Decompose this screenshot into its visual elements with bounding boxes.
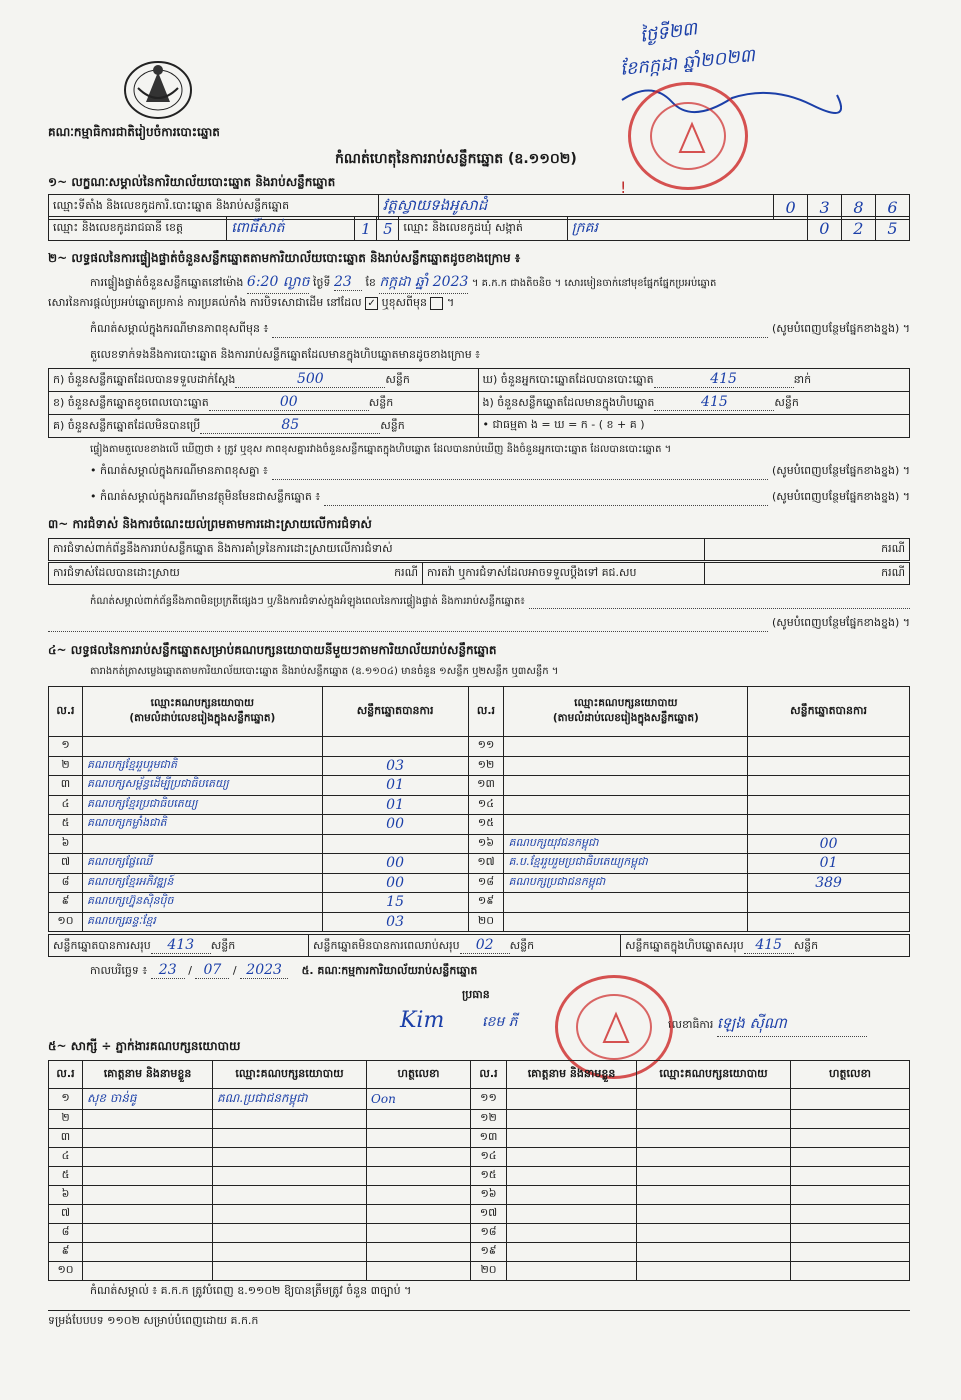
col-sign: ហត្ថលេខា (367, 1061, 471, 1089)
witness-signature (791, 1205, 910, 1224)
s2-para2-tail: ឬខុសពីមុន (381, 296, 427, 309)
table-row (49, 756, 910, 776)
table-row (49, 392, 910, 415)
s4-total-valid: សន្លឹកឆ្នោតបានការសរុប 413 សន្លឹក (49, 935, 309, 957)
row-no: ១៤ (468, 795, 504, 815)
row-no: ៩ (49, 893, 83, 913)
witness-signature (367, 1167, 471, 1186)
s2-cell: ក) ចំនួនសន្លឹកឆ្នោតដែលបានទទួលដាក់ស្តែង 500 សន្លឹក (49, 369, 479, 392)
witness-party (637, 1262, 791, 1281)
form-title: កំណត់ហេតុនៃការរាប់សន្លឹកឆ្នោត (ឧ.១១០២) (335, 151, 577, 167)
s2-cell: • ជាធម្មតា ង = ឃ = ក - ( ខ + គ ) (478, 415, 909, 438)
s1-commune-value: ក្រគរ (567, 217, 807, 241)
row-no: ២ (49, 1110, 83, 1129)
witness-party (637, 1186, 791, 1205)
s2-bullet2-line (90, 490, 910, 506)
table-row (49, 873, 910, 893)
s1-code-digit: 6 (876, 195, 910, 220)
table-row (49, 1089, 910, 1110)
s4-results-table (48, 686, 910, 932)
witness-name: សុខ ចាន់ធូ (83, 1089, 213, 1110)
witness-signature (791, 1243, 910, 1262)
s2-cell: ង) ចំនួនសន្លឹកឆ្នោតដែលមានក្នុងហិបឆ្នោត 415 សន្លឹក (478, 392, 909, 415)
witness-signature (791, 1186, 910, 1205)
s4-date-day: 23 (151, 962, 185, 979)
witness-signature (367, 1110, 471, 1129)
s2-different-checkbox[interactable] (430, 297, 443, 310)
table-row (49, 834, 910, 854)
s2-bullet1-field[interactable] (272, 464, 768, 480)
row-no: ២ (49, 756, 83, 776)
witness-name (83, 1129, 213, 1148)
s2-day-value: 23 (334, 274, 362, 291)
table-row (49, 893, 910, 913)
table-row (49, 737, 910, 757)
vote-count: 01 (748, 854, 910, 874)
section4-title: ៤~ លទ្ធផលនៃការរាប់សន្លឹកឆ្នោតសម្រាប់គណបក្សនយោបាយនីមួយៗតាមការិយាល័យរាប់សន្លឹកឆ្នោត (48, 643, 497, 657)
row-no: ១០ (49, 912, 83, 932)
s2-para1 (90, 272, 716, 294)
witness-party (637, 1167, 791, 1186)
party-name (504, 756, 748, 776)
s2-bullet2-hint: (សូមបំពេញបន្ថែមផ្នែកខាងខ្នង) ។ (771, 490, 910, 503)
party-name: គណបក្សខ្មែររួបរួមជាតិ (82, 756, 322, 776)
witness-name (507, 1089, 637, 1110)
witness-signature (367, 1262, 471, 1281)
witness-signature (367, 1129, 471, 1148)
s2-bullet1-line (90, 464, 910, 480)
vote-count: 01 (322, 776, 468, 796)
s3-row1-unit: ករណី (705, 539, 910, 561)
witness-name (83, 1186, 213, 1205)
table-row (49, 563, 910, 585)
witness-party (213, 1148, 367, 1167)
party-name (82, 737, 322, 757)
party-name (504, 776, 748, 796)
witness-party (637, 1129, 791, 1148)
row-no: ៥ (49, 815, 83, 835)
s2-note-label: កំណត់សម្គាល់ក្នុងករណីមានភាពខុសពីមុន ៖ (90, 322, 269, 335)
col-name: គោត្តនាម និងនាមខ្លួន (83, 1061, 213, 1089)
witness-party (213, 1243, 367, 1262)
witness-signature (367, 1243, 471, 1262)
vote-count: 15 (322, 893, 468, 913)
row-no: ៤ (49, 1148, 83, 1167)
vote-count (322, 737, 468, 757)
row-no: ៨ (49, 873, 83, 893)
s4-date-year: 2023 (240, 962, 288, 979)
party-name (504, 893, 748, 913)
party-name (504, 737, 748, 757)
vote-count: 389 (748, 873, 910, 893)
col-sign: ហត្ថលេខា (791, 1061, 910, 1089)
witness-name (83, 1167, 213, 1186)
witness-party (637, 1205, 791, 1224)
s3-row2b-label: ការតវ៉ា ឬការជំទាស់ដែលអាចទទួលប្តឹងទៅ គជ.សប (423, 563, 705, 585)
org-name: គណៈកម្មាធិការជាតិរៀបចំការបោះឆ្នោត (48, 125, 220, 139)
s3-note-line (90, 594, 910, 609)
row-no: ១ (49, 737, 83, 757)
s2-month-label: ខែ (365, 276, 376, 289)
s2-same-checkbox[interactable]: ✓ (365, 297, 378, 310)
vote-count (748, 795, 910, 815)
row-no: ៩ (49, 1243, 83, 1262)
row-no: ៤ (49, 795, 83, 815)
footer-divider (48, 1310, 910, 1311)
col-name: គោត្តនាម និងនាមខ្លួន (507, 1061, 637, 1089)
s3-row2a-label: ការជំទាស់ដែលបានដោះស្រាយ ករណី (49, 563, 423, 585)
vote-count: 00 (322, 815, 468, 835)
s2-bullet2: • កំណត់សម្គាល់ក្នុងករណីមានវត្ថុមិនមែនជាសន្លឹកឆ្នោត ៖ (90, 490, 321, 503)
witness-signature (367, 1186, 471, 1205)
party-name (504, 912, 748, 932)
witness-party (213, 1262, 367, 1281)
table-header-row (49, 687, 910, 737)
witness-name (507, 1186, 637, 1205)
witness-party (213, 1110, 367, 1129)
witness-signature (791, 1262, 910, 1281)
s4-committee: ៥. គណៈកម្មការការិយាល័យរាប់សន្លឹកឆ្នោត (301, 964, 478, 977)
row-no: ៧ (49, 854, 83, 874)
witness-signature (791, 1089, 910, 1110)
party-name: គណបក្សយុវជនកម្ពុជា (504, 834, 748, 854)
s2-note-field[interactable] (272, 322, 768, 338)
s1-code-digit: 8 (842, 195, 876, 220)
s1-province-value: ពោធិ៍សាត់ (227, 217, 355, 241)
col-no: ល.រ (468, 687, 504, 737)
s2-check-line: ផ្ទៀងតាមតួលេខខាងលើ ឃើញថា ៖ ត្រូវ ឬខុស ភាពខុសគ្នារវាងចំនួនសន្លឹកឆ្នោតក្នុងហិបឆ្នោត ដែលបានរាប់ឃើញ និងចំនួនអ្នកបោះឆ្នោត ដែលបានបោះឆ្នោត ។ (90, 444, 672, 455)
witness-party (213, 1224, 367, 1243)
table-header-row (49, 1061, 910, 1089)
s4-secretary-line (668, 1014, 867, 1037)
witness-signature (367, 1224, 471, 1243)
s4-date-month: 07 (195, 962, 229, 979)
row-no: ១៨ (468, 873, 504, 893)
witness-party (213, 1167, 367, 1186)
row-no: ១ (49, 1089, 83, 1110)
party-name: គណបក្សប្រជាជនកម្ពុជា (504, 873, 748, 893)
table-row (49, 1129, 910, 1148)
s2-bullet1: • កំណត់សម្គាល់ក្នុងករណីមានភាពខុសគ្នា ៖ (90, 464, 268, 477)
s1-commune-code-digit: 0 (807, 217, 841, 241)
col-no: ល.រ (49, 1061, 83, 1089)
party-name (504, 815, 748, 835)
table-row (49, 1262, 910, 1281)
s3-note: កំណត់សម្គាល់ពាក់ព័ន្ធនឹងភាពមិនប្រក្រតីផ្សេងៗ ឬ/និងការជំទាស់ក្នុងអំឡុងពេលនៃការផ្ទៀងផ្ទាត់ និងការរាប់សន្លឹកឆ្នោត៖ (90, 596, 525, 607)
s4-secretary-label: លេខាធិការ (668, 1018, 714, 1031)
witness-party (213, 1129, 367, 1148)
table-row (49, 854, 910, 874)
s2-note-line (90, 322, 910, 338)
vote-count (748, 756, 910, 776)
s5-witness-table (48, 1060, 910, 1281)
vote-count (322, 834, 468, 854)
s2-para1-text: ការផ្ទៀងផ្ទាត់ចំនួនសន្លឹកឆ្នោតនៅម៉ោង (90, 276, 244, 289)
row-no: ១៧ (468, 854, 504, 874)
witness-name (83, 1110, 213, 1129)
vote-count (748, 912, 910, 932)
s3-note-line2 (48, 616, 910, 632)
table-row (49, 776, 910, 796)
vote-count (748, 737, 910, 757)
witness-name (507, 1243, 637, 1262)
witness-signature (791, 1110, 910, 1129)
vote-count: 03 (322, 756, 468, 776)
top-signature-line2: ខែកក្កដា ឆ្នាំ២០២៣ (619, 44, 756, 81)
section1-title: ១~ លក្ខណៈសម្គាល់នៃការិយាល័យបោះឆ្នោត និងរាប់សន្លឹកឆ្នោត (48, 175, 336, 189)
table-row (49, 369, 910, 392)
section2-title: ២~ លទ្ធផលនៃការផ្ទៀងផ្ទាត់ចំនួនសន្លឹកឆ្នោតតាមការិយាល័យបោះឆ្នោត និងរាប់សន្លឹកឆ្នោតដូចខាងក្រោម ៖ (48, 251, 521, 265)
table-row (49, 1224, 910, 1243)
row-no: ១៩ (468, 893, 504, 913)
witness-name (507, 1110, 637, 1129)
row-no: ១២ (468, 756, 504, 776)
vote-count (748, 815, 910, 835)
s2-cell: ខ) ចំនួនសន្លឹកឆ្នោតខូចពេលបោះឆ្នោត 00 សន្លឹក (49, 392, 479, 415)
s1-commune-code-digit: 5 (875, 217, 909, 241)
stamp-emblem-icon (596, 1008, 636, 1048)
s4-secretary-name: ឡេង ស៊ីណា (717, 1014, 867, 1037)
party-name: គ.ប.ខ្មែររួបរួមប្រជាធិបតេយ្យកម្ពុជា (504, 854, 748, 874)
col-party: ឈ្មោះគណបក្សនយោបាយ (តាមលំដាប់លេខរៀងក្នុងសន្លឹកឆ្នោត) (504, 687, 748, 737)
row-no: ២០ (468, 912, 504, 932)
s4-date-line: កាលបរិច្ឆេទ ៖ 23 / 07 / 2023 ៥. គណៈកម្មការការិយាល័យរាប់សន្លឹកឆ្នោត (90, 962, 478, 978)
col-votes: សន្លឹកឆ្នោតបានការ (322, 687, 468, 737)
witness-party (213, 1186, 367, 1205)
s4-chair-label: ប្រធាន (462, 988, 490, 1001)
table-row (49, 539, 910, 561)
table-row (49, 795, 910, 815)
s4-total-box: សន្លឹកឆ្នោតក្នុងហិបឆ្នោតសរុប 415 សន្លឹក (621, 935, 910, 957)
witness-signature (791, 1129, 910, 1148)
col-party: ឈ្មោះគណបក្សនយោបាយ (តាមលំដាប់លេខរៀងក្នុងសន្លឹកឆ្នោត) (82, 687, 322, 737)
s4-intro: តារាងកត់ត្រាសម្លេងឆ្នោតតាមការិយាល័យបោះឆ្នោត និងរាប់សន្លឹកឆ្នោត (ឧ.១១០៤) មានចំនួន ១សន្លឹក ឬ២សន្លឹក ឬ៣សន្លឹក ។ (90, 666, 559, 677)
section3-title: ៣~ ការជំទាស់ និងការចំណេះយល់ព្រមតាមការដោះស្រាយលើការជំទាស់ (48, 517, 372, 531)
s1-province-code-digit: 1 (355, 217, 377, 241)
col-party: ឈ្មោះគណបក្សនយោបាយ (637, 1061, 791, 1089)
table-row (49, 1243, 910, 1262)
s4-totals-row (49, 935, 910, 957)
witness-signature: Oon (367, 1089, 471, 1110)
s3-note-field[interactable] (529, 594, 910, 609)
row-no: ១៥ (468, 815, 504, 835)
witness-name (83, 1224, 213, 1243)
witness-name (507, 1205, 637, 1224)
witness-party (637, 1243, 791, 1262)
row-no: ១០ (49, 1262, 83, 1281)
row-no: ៥ (49, 1167, 83, 1186)
s1-code-digit: 0 (774, 195, 808, 220)
vote-count (748, 893, 910, 913)
party-name: គណបក្សខ្មែរអភិវឌ្ឍន៍ (82, 873, 322, 893)
row-no: ១៩ (471, 1243, 507, 1262)
witness-party (213, 1205, 367, 1224)
party-name: គណបក្សខ្មែរប្រជាធិបតេយ្យ (82, 795, 322, 815)
witness-party (637, 1148, 791, 1167)
witness-party: គណ.ប្រជាជនកម្ពុជា (213, 1089, 367, 1110)
witness-name (507, 1262, 637, 1281)
col-party: ឈ្មោះគណបក្សនយោបាយ (213, 1061, 367, 1089)
s2-day-label: ថ្ងៃទី (312, 276, 331, 289)
vote-count: 03 (322, 912, 468, 932)
witness-name (83, 1205, 213, 1224)
s3-note-field2[interactable] (48, 616, 768, 632)
s2-cell: ឃ) ចំនួនអ្នកបោះឆ្នោតដែលបានបោះឆ្នោត 415 នាក់ (478, 369, 909, 392)
row-no: ១៦ (471, 1186, 507, 1205)
witness-name (507, 1167, 637, 1186)
nec-emblem-icon (120, 58, 196, 122)
s1-row1-value: វត្តស្វាយទងអូសាដំ (378, 195, 774, 220)
table-row (49, 1148, 910, 1167)
s1-row1-label: ឈ្មោះទីតាំង និងលេខកូដការិ.បោះឆ្នោត និងរាប់សន្លឹកឆ្នោត (49, 195, 379, 220)
witness-party (637, 1110, 791, 1129)
s1-commune-label: ឈ្មោះ និងលេខកូដឃុំ សង្កាត់ (399, 217, 567, 241)
party-name: គណបក្សហ្វ៊ុនស៊ិនប៉ិច (82, 893, 322, 913)
row-no: ៣ (49, 776, 83, 796)
row-no: ៦ (49, 834, 83, 854)
s2-intro: តួលេខទាក់ទងនឹងការបោះឆ្នោត និងការរាប់សន្លឹកឆ្នោតដែលមានក្នុងហិបឆ្នោតមានដូចខាងក្រោម ៖ (90, 348, 481, 361)
vote-count (748, 776, 910, 796)
witness-signature (791, 1167, 910, 1186)
row-no: ១៨ (471, 1224, 507, 1243)
party-name (82, 834, 322, 854)
s1-code-digit: 3 (808, 195, 842, 220)
s3-row2b-unit: ករណី (705, 563, 910, 585)
table-row (49, 415, 910, 438)
s2-time-value: 6:20 ល្ងាច (247, 272, 310, 294)
s2-bullet1-hint: (សូមបំពេញបន្ថែមផ្នែកខាងខ្នង) ។ (771, 464, 910, 477)
col-no: ល.រ (49, 687, 83, 737)
table-row (49, 1167, 910, 1186)
witness-name (507, 1224, 637, 1243)
s4-chair-signature: Kim (400, 1008, 445, 1033)
s2-bullet2-field[interactable] (324, 490, 768, 506)
row-no: ៨ (49, 1224, 83, 1243)
vote-count: 00 (322, 854, 468, 874)
witness-signature (791, 1224, 910, 1243)
witness-name (83, 1262, 213, 1281)
witness-name (83, 1243, 213, 1262)
col-no: ល.រ (471, 1061, 507, 1089)
row-no: ៦ (49, 1186, 83, 1205)
s3-note-hint: (សូមបំពេញបន្ថែមផ្នែកខាងខ្នង) ។ (771, 616, 910, 629)
table-row (49, 1205, 910, 1224)
s4-member-mark: ខេម ភី (482, 1014, 518, 1030)
s2-figures-table (48, 368, 910, 438)
row-no: ១២ (471, 1110, 507, 1129)
party-name: គណបក្សសម្ព័ន្ធដើម្បីប្រជាធិបតេយ្យ (82, 776, 322, 796)
row-no: ១១ (471, 1089, 507, 1110)
witness-signature (367, 1148, 471, 1167)
stamp-emblem-icon (672, 118, 712, 158)
s2-para2-text: សោរនៃការផ្តល់ប្រអប់ឆ្នោតប្រកាន់ ការប្រគល់កាំង ការបិទសោជាដើម នៅដែល (48, 296, 362, 309)
table-row (49, 815, 910, 835)
party-name: គណបក្សផ្លែឈើ (82, 854, 322, 874)
party-name: គណបក្សកម្លាំងជាតិ (82, 815, 322, 835)
col-votes: សន្លឹកឆ្នោតបានការ (748, 687, 910, 737)
top-signature-line1: ថ្ងៃទី២៣ (638, 18, 699, 47)
s1-row2-label: ឈ្មោះ និងលេខកូដរាជធានី ខេត្ត (49, 217, 227, 241)
row-no: ៧ (49, 1205, 83, 1224)
s1-province-code-digit: 5 (377, 217, 399, 241)
s2-month-value: កក្កដា ឆ្នាំ 2023 (379, 272, 468, 294)
s4-date-label: កាលបរិច្ឆេទ ៖ (90, 964, 148, 977)
table-row (49, 1186, 910, 1205)
party-name: គណបក្សឆន្ទៈខ្មែរ (82, 912, 322, 932)
footer-text: ទម្រង់បែបបទ ១១០២ សម្រាប់បំពេញដោយ គ.ក.ក (48, 1314, 259, 1327)
row-no: ១៤ (471, 1148, 507, 1167)
vote-count: 00 (748, 834, 910, 854)
s2-para2 (48, 296, 454, 312)
row-no: ២០ (471, 1262, 507, 1281)
s1-commune-code-digit: 2 (841, 217, 875, 241)
row-no: ១៣ (471, 1129, 507, 1148)
red-mark: ! (620, 178, 627, 197)
witness-signature (791, 1148, 910, 1167)
s4-total-invalid: សន្លឹកឆ្នោតមិនបានការពេលរាប់សរុប 02 សន្លឹក (309, 935, 621, 957)
witness-name (507, 1148, 637, 1167)
section5-title: ៥~ សាក្សី ÷ ភ្នាក់ងារគណបក្សនយោបាយ (48, 1039, 241, 1053)
witness-name (507, 1129, 637, 1148)
witness-name (83, 1148, 213, 1167)
s5-note: កំណត់សម្គាល់ ៖ គ.ក.ក ត្រូវបំពេញ ឧ.១១០២ ឱ្យបានត្រឹមត្រូវ ចំនួន ៣ច្បាប់ ។ (90, 1284, 412, 1297)
row-no: ១១ (468, 737, 504, 757)
witness-party (637, 1224, 791, 1243)
witness-party (637, 1089, 791, 1110)
s3-row1-label: ការជំទាស់ពាក់ព័ន្ធនឹងការរាប់សន្លឹកឆ្នោត និងការគាំទ្រនៃការដោះស្រាយលើការជំទាស់ (49, 539, 705, 561)
s2-para1-tail: ។ គ.ក.ក ជាងតិចនិច ។ សោរមៀនចាក់នៅមុខផ្នែកផ្នែកប្រអប់ឆ្នោត (471, 278, 717, 289)
row-no: ៣ (49, 1129, 83, 1148)
table-row (49, 912, 910, 932)
s2-para2-end: ។ (446, 296, 455, 309)
vote-count: 00 (322, 873, 468, 893)
s2-cell: គ) ចំនួនសន្លឹកឆ្នោតដែលមិនបានប្រើ 85 សន្លឹក (49, 415, 479, 438)
table-row (49, 1110, 910, 1129)
row-no: ១៦ (468, 834, 504, 854)
witness-signature (367, 1205, 471, 1224)
party-name (504, 795, 748, 815)
row-no: ១៧ (471, 1205, 507, 1224)
row-no: ១៣ (468, 776, 504, 796)
row-no: ១៥ (471, 1167, 507, 1186)
s2-note-hint: (សូមបំពេញបន្ថែមផ្នែកខាងខ្នង) ។ (771, 322, 910, 335)
vote-count: 01 (322, 795, 468, 815)
